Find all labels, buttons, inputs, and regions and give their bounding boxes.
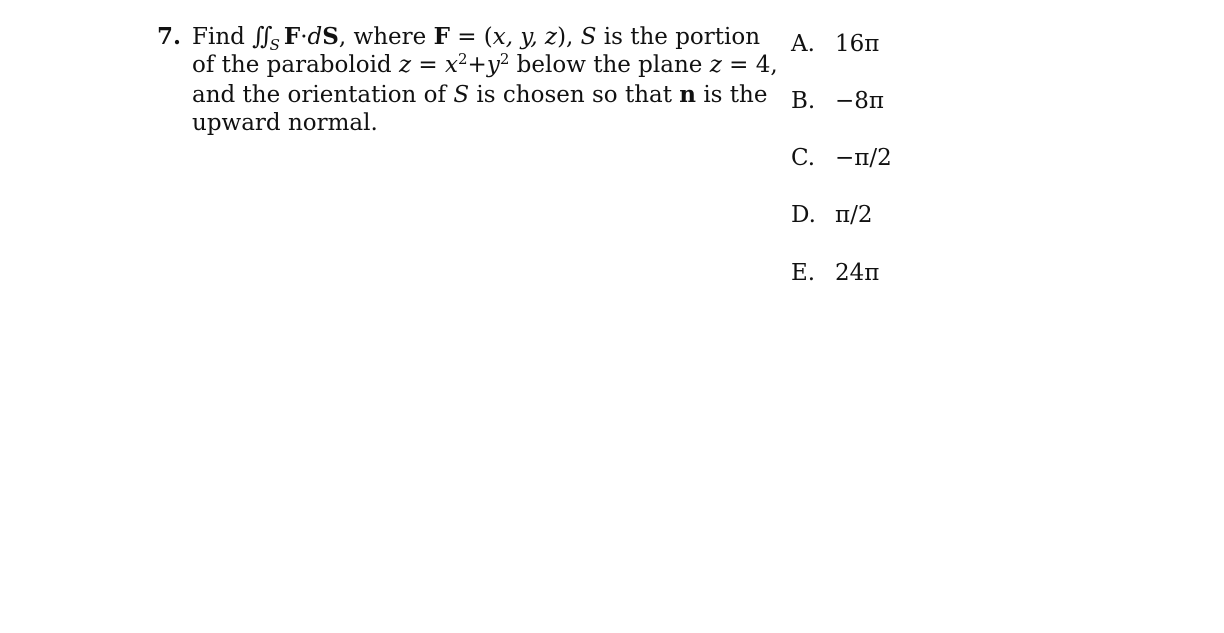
choice-letter: C. bbox=[791, 145, 816, 171]
vector-F-def: F bbox=[433, 23, 450, 50]
choice-value: 24π bbox=[835, 260, 880, 286]
double-integral-symbol: ∬ bbox=[252, 22, 270, 50]
vector-F: F bbox=[283, 23, 301, 50]
choice-a[interactable] bbox=[791, 29, 879, 59]
surface-S-2: S bbox=[453, 82, 470, 108]
text-eq: = bbox=[411, 52, 445, 78]
question-line-4: upward normal. bbox=[192, 110, 378, 136]
var-x: x bbox=[445, 52, 458, 78]
text-eq-4: = 4, bbox=[721, 52, 778, 78]
choice-e[interactable] bbox=[791, 258, 879, 288]
choice-value: −π/2 bbox=[835, 145, 892, 171]
x-exponent: 2 bbox=[457, 50, 468, 68]
choice-letter: B. bbox=[791, 88, 816, 114]
text-paraboloid: of the paraboloid bbox=[192, 52, 399, 78]
question-number: 7. bbox=[157, 23, 182, 50]
choice-value: π/2 bbox=[835, 202, 873, 228]
var-y: y bbox=[486, 52, 500, 78]
question-text bbox=[192, 22, 778, 138]
choice-b[interactable] bbox=[791, 86, 884, 116]
var-z: z bbox=[398, 52, 412, 78]
text-below-plane: below the plane bbox=[509, 52, 710, 78]
question-line-2 bbox=[192, 50, 778, 80]
text-where: , where bbox=[338, 24, 434, 50]
vector-S: S bbox=[322, 23, 339, 50]
text-is-the: is the bbox=[696, 82, 768, 108]
question-line-3 bbox=[192, 80, 768, 109]
choice-letter: A. bbox=[791, 31, 815, 57]
text-find: Find bbox=[192, 24, 253, 50]
choice-letter: D. bbox=[791, 202, 816, 228]
text-close-paren: ), bbox=[557, 24, 574, 50]
text-portion: is the portion bbox=[596, 24, 761, 50]
text-plus: + bbox=[467, 52, 487, 78]
question-line-1 bbox=[192, 22, 761, 54]
normal-n: n bbox=[679, 81, 697, 108]
xyz-components: x, y, z bbox=[492, 24, 558, 50]
text-chosen: is chosen so that bbox=[469, 82, 680, 108]
text-orientation: and the orientation of bbox=[192, 82, 454, 108]
dot-operator: · bbox=[300, 24, 308, 50]
var-z-plane: z bbox=[709, 52, 722, 78]
choice-value: 16π bbox=[835, 31, 880, 57]
text-equals-paren: = ( bbox=[449, 24, 493, 50]
choice-d[interactable] bbox=[791, 200, 873, 230]
surface-S: S bbox=[580, 24, 597, 50]
choice-c[interactable] bbox=[791, 143, 892, 173]
y-exponent: 2 bbox=[499, 50, 510, 68]
differential-d: d bbox=[307, 24, 323, 50]
choice-letter: E. bbox=[791, 260, 816, 286]
integral-subscript: S bbox=[269, 36, 280, 54]
choice-value: −8π bbox=[835, 88, 885, 114]
